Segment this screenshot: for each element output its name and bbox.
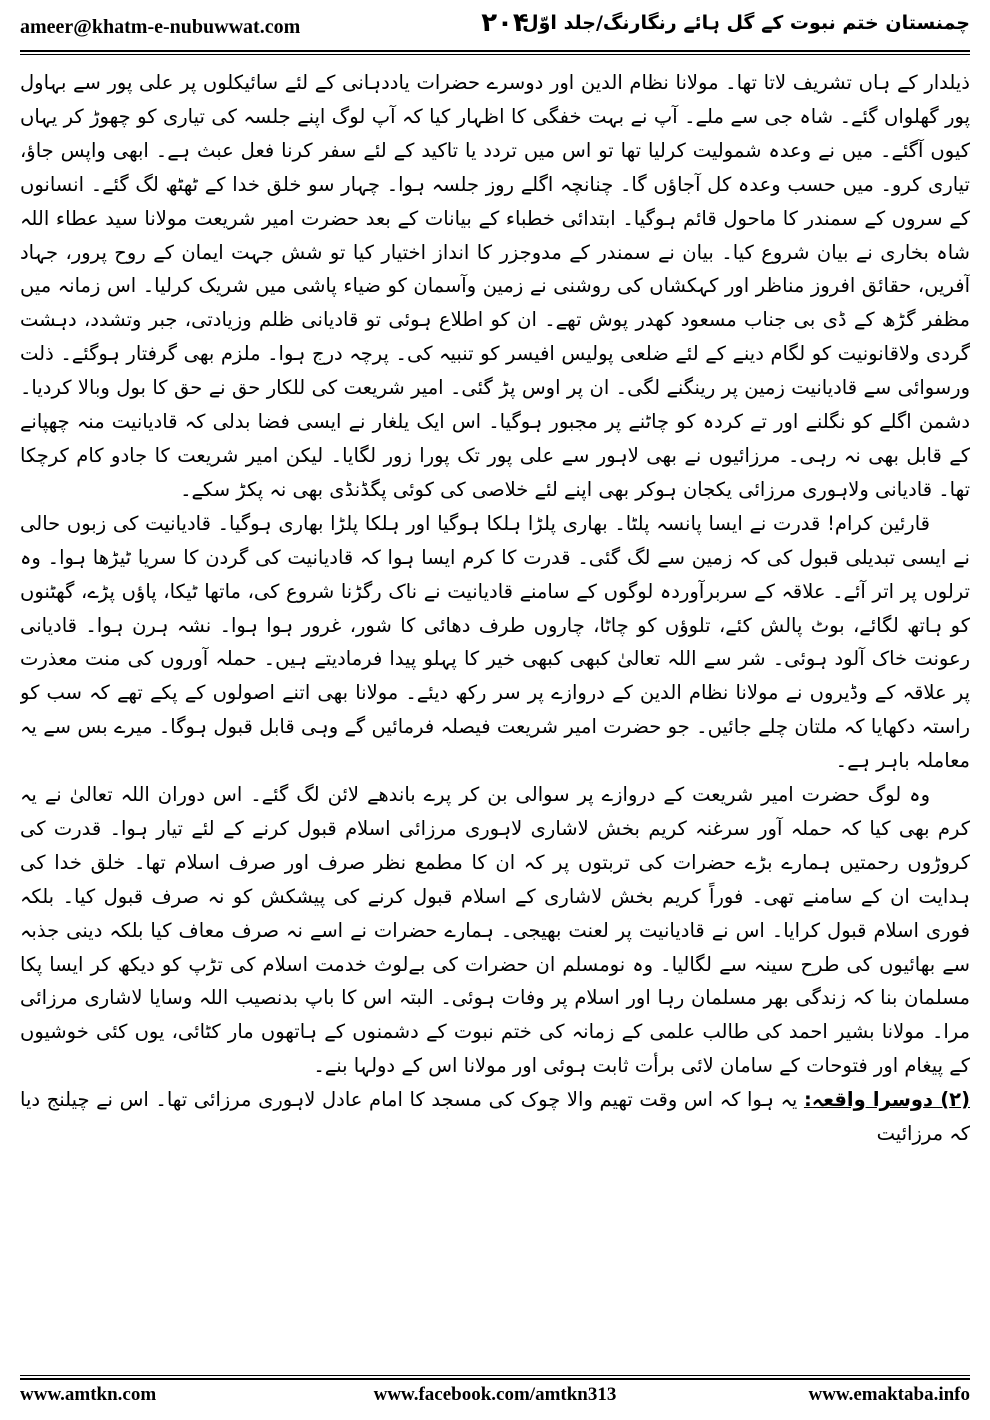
paragraph-3: وہ لوگ حضرت امیر شریعت کے دروازے پر سوالی بن کر پرے باندھے لائن لگ گئے۔ اس دوران اللہ تعالیٰ نے یہ کرم بھی کیا کہ حملہ آور سرغنہ کریم بخش لاشاری لاہوری مرزائی اسلام قبول کرنے کے لئے تیار ہوا۔ قدرت کی کروڑوں رحمتیں ہمارے بڑے حضرات کی تربتوں پر کہ ان کا مطمع نظر صرف اور صرف اسلام تھا۔ خلق خدا کی ہدایت ان کے سامنے تھی۔ فوراً کریم بخش لاشاری کے اسلام قبول کرنے کی پیشکش کو نہ صرف قبول کیا۔ بلکہ فوری اسلام قبول کرایا۔ اس نے قادیانیت پر لعنت بھیجی۔ ہمارے حضرات نے اسے نہ صرف معاف کیا بلکہ دینی جذبہ سے بھائیوں کی طرح سینہ سے لگالیا۔ وہ نومسلم ان حضرات کی بےلوث خدمت اسلام کی تڑپ کو دیکھ کر ایسا پکا مسلمان بنا کہ زندگی بھر مسلمان رہا اور اسلام پر وفات ہوئی۔ البتہ اس کا باپ بدنصیب اللہ وسایا لاشاری مرزائی مرا۔ مولانا بشیر احمد کی طالب علمی کے زمانہ کی ختم نبوت کے دشمنوں کے ہاتھوں مار کٹائی، یوں کئی خوشیوں کے پیغام اور فتوحات کے سامان لائی برأت ثابت ہوئی اور مولانا اس کے دولہا بنے۔: [20, 783, 970, 1078]
paragraph-4: [20, 1083, 970, 1151]
header-rule: [20, 50, 970, 52]
section-heading-second-incident: (۲) دوسرا واقعہ:: [803, 1088, 970, 1112]
page-body: [20, 66, 970, 1358]
page-number: ۲۰۴: [481, 8, 529, 38]
paragraph-2: قارئین کرام! قدرت نے ایسا پانسہ پلٹا۔ بھاری پلڑا ہلکا ہوگیا اور ہلکا پلڑا بھاری ہوگیا۔ قادیانیت کی زبوں حالی نے ایسی تبدیلی قبول کی کہ زمین سے لگ گئی۔ قدرت کا کرم ایسا ہوا کہ قادیانیت کی گردن کا سریا ٹیڑھا ہوا۔ وہ ترلوں پر اتر آئے۔ علاقہ کے سربرآوردہ لوگوں کے سامنے قادیانیت نے ناک رگڑنا شروع کی، ماتھا ٹیکا، پاؤں پڑے، گھٹنوں کو ہاتھ لگائے، بوٹ پالش کئے، تلوؤں کو چاٹا، چاروں طرف دھائی کا شور، غرور ہوا ہوا۔ نشہ ہرن ہوا۔ قادیانی رعونت خاک آلود ہوئی۔ شر سے اللہ تعالیٰ کبھی کبھی خیر کا پہلو پیدا فرمادیتے ہیں۔ حملہ آوروں کی منت معذرت پر علاقہ کے وڈیروں نے مولانا نظام الدین کے دروازے پر سر رکھ دیئے۔ مولانا بھی اتنے اصولوں کے پکے تھے کہ سب کو راستہ دکھایا کہ ملتان چلے جائیں۔ جو حضرت امیر شریعت فیصلہ فرمائیں گے وہی قابل قبول ہوگا۔ میرے بس سے یہ معاملہ باہر ہے۔: [20, 511, 970, 773]
footer-rule-thin: [20, 1375, 970, 1376]
footer-link-emaktaba[interactable]: www.emaktaba.info: [808, 1384, 970, 1405]
page-header: [20, 6, 970, 46]
page-footer: [20, 1384, 970, 1410]
paragraph-4-text: یہ ہوا کہ اس وقت تھیم والا چوک کی مسجد کا امام عادل لاہوری مرزائی تھا۔ اس نے چیلنج دیا کہ مرزائیت: [20, 1088, 970, 1146]
book-title: چمنستان ختم نبوت کے گل ہائے رنگارنگ/جلد اوّل: [522, 12, 970, 34]
footer-link-facebook[interactable]: www.facebook.com/amtkn313: [373, 1384, 617, 1405]
paragraph-1: ذیلدار کے ہاں تشریف لاتا تھا۔ مولانا نظام الدین اور دوسرے حضرات یاددہانی کے لئے سائیکلوں پر علی پور سے بہاول پور گھلواں گئے۔ شاہ جی سے ملے۔ آپ نے بہت خفگی کا اظہار کیا کہ آپ لوگ اپنے جلسہ کی تیاری کو چھوڑ کر یہاں کیوں آگئے۔ میں نے وعدہ شمولیت کرلیا تھا تو اس میں تردد یا تاکید کے لئے سفر کرنا فعل عبث ہے۔ ابھی واپس جاؤ، تیاری کرو۔ میں حسب وعدہ کل آجاؤں گا۔ چنانچہ اگلے روز جلسہ ہوا۔ چہار سو خلق خدا کے ٹھٹھ لگ گئے۔ انسانوں کے سروں کے سمندر کا ماحول قائم ہوگیا۔ ابتدائی خطباء کے بیانات کے بعد حضرت امیر شریعت مولانا سید عطاء اللہ شاہ بخاری نے بیان شروع کیا۔ بیان نے سمندر کے مدوجزر کا انداز اختیار کیا تو شش جہت ایمان کے روح پرور، جہاد آفریں، حقائق افروز مناظر اور کہکشاں کی روشنی نے زمین وآسمان کو ضیاء پاشی میں شریک کرلیا۔ اس زمانہ میں مظفر گڑھ کے ڈی بی جناب مسعود کھدر پوش تھے۔ ان کو اطلاع ہوئی تو قادیانی ظلم وزیادتی، جبر وتشدد، دہشت گردی ولاقانونیت کو لگام دینے کے لئے ضلعی پولیس افیسر کو تنبیہ کی۔ پرچہ درج ہوا۔ ملزم بھی گرفتار ہوگئے۔ ذلت ورسوائی سے قادیانیت زمین پر رینگنے لگی۔ ان پر اوس پڑ گئی۔ امیر شریعت کی للکار حق نے حق کا بول وبالا کردیا۔ دشمن اگلے کو نگلنے اور تے کردہ کو چاٹنے پر مجبور ہوگیا۔ اس ایک یلغار نے ایسی فضا بدلی کہ قادیانیت منہ چھپانے کے قابل بھی نہ رہی۔ مرزائیوں نے بھی لاہور سے علی پور تک پورا زور لگایا۔ لیکن امیر شریعت کا جادو کام کرچکا تھا۔ قادیانی ولاہوری مرزائی یکجان ہوکر بھی اپنے لئے خلاصی کی کوئی پگڈنڈی بھی نہ پکڑ سکے۔: [20, 71, 970, 501]
header-rule-thin: [20, 54, 970, 55]
footer-link-amtkn[interactable]: www.amtkn.com: [20, 1384, 157, 1405]
header-email[interactable]: ameer@khatm-e-nubuwwat.com: [20, 16, 301, 38]
footer-rule: [20, 1378, 970, 1380]
